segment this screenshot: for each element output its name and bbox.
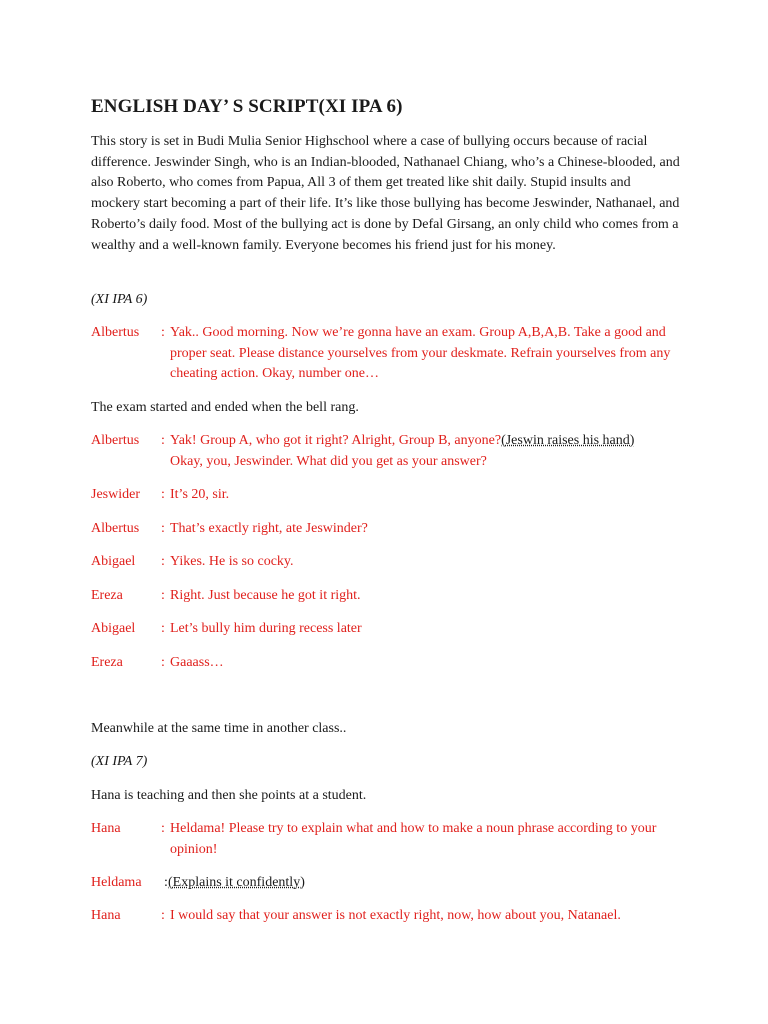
speaker-name: Abigael — [91, 621, 136, 636]
colon: : — [161, 554, 165, 569]
dialogue-text: It’s 20, sir. — [170, 487, 230, 502]
speaker-name: Hana — [91, 821, 121, 836]
speaker-name: Heldama — [91, 875, 142, 890]
dialogue-text: Right. Just because he got it right. — [170, 588, 361, 603]
speaker-name: Ereza — [91, 588, 123, 603]
dialogue-text — [170, 431, 690, 472]
narration: Meanwhile at the same time in another class.. — [91, 721, 347, 736]
colon: : — [161, 487, 165, 502]
scene-heading-xi-ipa-6: (XI IPA 6) — [91, 292, 148, 307]
speaker-name: Albertus — [91, 521, 140, 536]
speaker-name: Albertus — [91, 325, 140, 340]
dialogue-text: Heldama! Please try to explain what and how to make a noun phrase according to your opinion! — [170, 821, 657, 857]
dialogue-text-part: Yak! Group A, who got it right? Alright, Group B, anyone? — [170, 433, 502, 448]
dialogue-line — [91, 323, 691, 387]
dialogue-text: I would say that your answer is not exactly right, now, how about you, Natanael. — [170, 908, 621, 923]
dialogue-text: Gaaass… — [170, 655, 224, 670]
colon: : — [161, 621, 165, 636]
colon: : — [161, 521, 165, 536]
dialogue-text-part: Okay, you, Jeswinder. What did you get as your answer? — [170, 453, 487, 469]
intro-paragraph: This story is set in Budi Mulia Senior Highschool where a case of bullying occurs because of racial difference. Jeswinder Singh, who is an Indian-blooded, Nathanael Chiang, who’s a Chinese-blooded, and also Roberto, who comes from Papua, All 3 of them get treated like shit daily. Stupid insults and mockery start becoming a part of their life. It’s like those bullying has become Jeswinder, Nathanael, and Roberto’s daily food. Most of the bullying act is done by Defal Girsang, an only child who comes from a wealthy and a well-known family. Everyone becomes his friend just for his money. — [91, 134, 680, 253]
colon: : — [161, 655, 165, 670]
dialogue-line — [91, 819, 691, 863]
colon: : — [164, 875, 168, 890]
stage-direction: (Explains it confidently) — [168, 875, 305, 890]
colon: : — [161, 433, 165, 448]
scene-heading-xi-ipa-7: (XI IPA 7) — [91, 754, 148, 769]
colon: : — [161, 821, 165, 836]
narration: Hana is teaching and then she points at a student. — [91, 788, 367, 803]
colon: : — [161, 588, 165, 603]
stage-direction: (Jeswin raises his hand) — [501, 433, 635, 448]
dialogue-line — [91, 431, 691, 475]
speaker-name: Albertus — [91, 433, 140, 448]
script-title: ENGLISH DAY’ S SCRIPT(XI IPA 6) — [91, 96, 403, 117]
speaker-name: Ereza — [91, 655, 123, 670]
speaker-name: Jeswider — [91, 487, 140, 502]
dialogue-text: Let’s bully him during recess later — [170, 621, 362, 636]
dialogue-text: Yak.. Good morning. Now we’re gonna have an exam. Group A,B,A,B. Take a good and proper seat. Please distance yourselves from your deskmate. Refrain yourselves from any cheating action. Okay, number one… — [170, 325, 671, 382]
narration: The exam started and ended when the bell rang. — [91, 400, 359, 415]
dialogue-text: That’s exactly right, ate Jeswinder? — [170, 521, 368, 536]
colon: : — [161, 325, 165, 340]
colon: : — [161, 908, 165, 923]
speaker-name: Abigael — [91, 554, 136, 569]
dialogue-text: Yikes. He is so cocky. — [170, 554, 294, 569]
speaker-name: Hana — [91, 908, 121, 923]
